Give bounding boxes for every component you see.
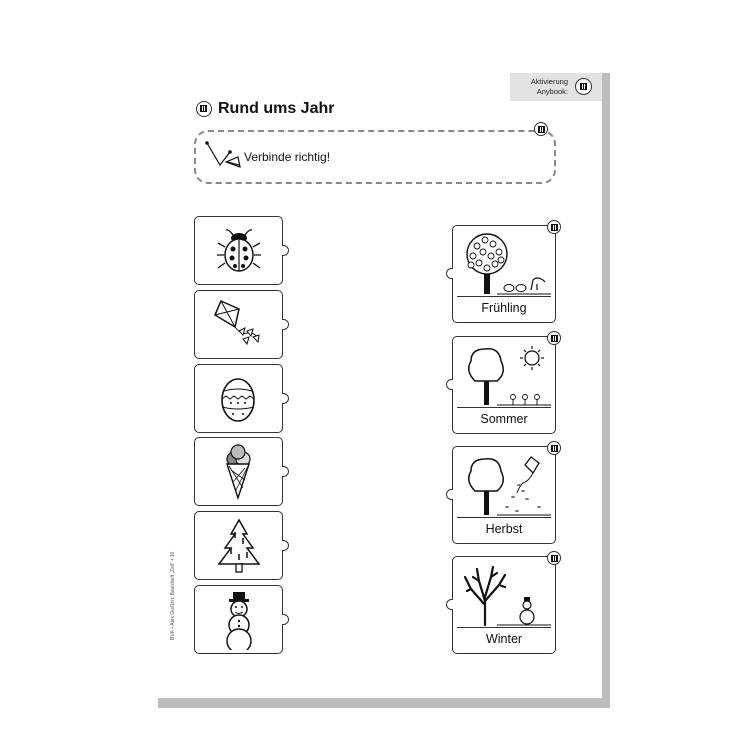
instruction-text: Verbinde richtig! (244, 150, 331, 164)
blossom-tree-icon (457, 230, 551, 296)
card-ice-cream[interactable] (194, 437, 283, 506)
activation-line2: Anybook: (536, 87, 568, 96)
summer-tree-icon (457, 341, 551, 407)
card-snowman[interactable] (194, 585, 283, 654)
connector-dot[interactable] (446, 599, 453, 610)
christmas-tree-icon (209, 516, 269, 576)
activation-line1: Aktivierung (530, 77, 568, 86)
card-spring[interactable] (452, 225, 556, 323)
card-autumn[interactable] (452, 446, 556, 544)
side-credit: BVK • Alex Gießen: Basisheft „Zeit“ • 10 (170, 551, 176, 640)
qr-code-icon[interactable] (547, 441, 561, 455)
bare-tree-icon (457, 561, 551, 627)
card-winter[interactable] (452, 556, 556, 654)
autumn-picture (457, 451, 551, 518)
easter-egg-icon (209, 369, 269, 429)
spring-picture (457, 230, 551, 297)
card-christmas-tree[interactable] (194, 511, 283, 580)
card-easter-egg[interactable] (194, 364, 283, 433)
snowman-icon (209, 590, 269, 650)
card-summer[interactable] (452, 336, 556, 434)
qr-code-icon[interactable] (534, 122, 548, 136)
qr-code-icon[interactable] (547, 331, 561, 345)
card-kite[interactable] (194, 290, 283, 359)
qr-code-icon[interactable] (196, 101, 212, 117)
connector-dot[interactable] (446, 268, 453, 279)
page-title: Rund ums Jahr (218, 100, 335, 117)
ice-cream-icon (209, 442, 269, 502)
qr-code-icon[interactable] (547, 551, 561, 565)
connect-line-icon (204, 140, 242, 170)
season-label: Sommer (480, 412, 528, 426)
activation-panel[interactable] (510, 73, 602, 101)
qr-code-icon[interactable] (575, 78, 592, 95)
kite-icon (209, 295, 269, 355)
season-label: Frühling (481, 301, 527, 315)
autumn-tree-icon (457, 451, 551, 517)
ladybug-icon (209, 221, 269, 281)
connector-dot[interactable] (446, 489, 453, 500)
connector-dot[interactable] (446, 379, 453, 390)
activation-label (531, 77, 568, 97)
season-label: Herbst (485, 522, 523, 536)
season-label: Winter (485, 632, 523, 646)
qr-code-icon[interactable] (547, 220, 561, 234)
card-ladybug[interactable] (194, 216, 283, 285)
winter-picture (457, 561, 551, 628)
summer-picture (457, 341, 551, 408)
page-header (196, 100, 334, 118)
